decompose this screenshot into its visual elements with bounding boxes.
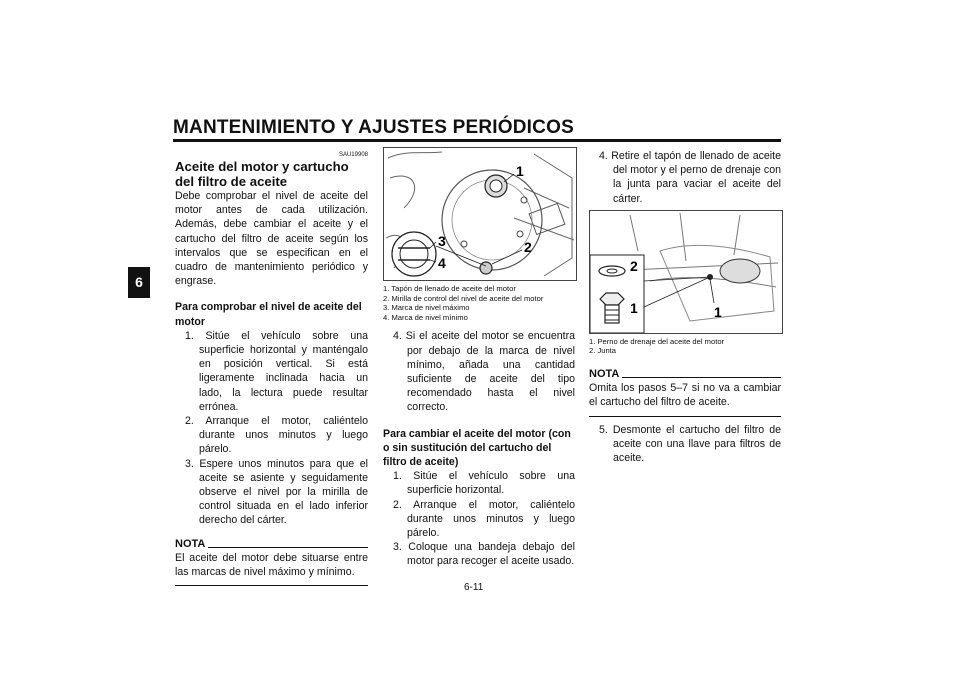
header-rule [173, 139, 781, 142]
figure-label-bolt-inset: 1 [630, 299, 638, 316]
page-number: 6-11 [464, 582, 484, 593]
figure-oil-level [383, 147, 577, 281]
change-step-1: 1. Sitúe el vehículo sobre una superficie horizontal. [393, 470, 575, 497]
step-2: 2. Arranque el motor, caliéntelo durante unos minutos y luego párelo. [185, 415, 368, 456]
drain-bolt-illustration [590, 211, 782, 333]
note-header [589, 367, 781, 381]
intro-paragraph: Debe comprobar el nivel de aceite del motor antes de cada utilización. Además, debe cambiar el aceite y el cartucho del filtro de aceite según los intervalos que se especifican en el cuadro de mantenimiento periódico y engrase. [175, 190, 368, 288]
subheading-change-oil: Para cambiar el aceite del motor (con o sin sustitución del cartucho del filtro de aceite) [383, 427, 571, 468]
caption-2: 2. Junta [589, 346, 617, 356]
figure-drain-bolt [589, 210, 783, 334]
note-rule [622, 377, 781, 378]
step-5-remove-filter: 5. Desmonte el cartucho del filtro de aceite con una llave para filtros de aceite. [599, 423, 781, 465]
caption-3: 3. Marca de nivel máximo [383, 303, 470, 313]
note-text: El aceite del motor debe situarse entre las marcas de nivel máximo y mínimo. [175, 551, 368, 579]
note-rule [208, 547, 368, 548]
note-text: Omita los pasos 5–7 si no va a cambiar el cartucho del filtro de aceite. [589, 382, 781, 409]
note-label: NOTA [175, 537, 206, 550]
column-1 [175, 151, 368, 586]
subheading-check-level: Para comprobar el nivel de aceite del motor [175, 301, 362, 328]
caption-4: 4. Marca de nivel mínimo [383, 312, 468, 322]
caption-1: 1. Perno de drenaje del aceite del motor [589, 336, 725, 346]
column-2 [383, 147, 575, 569]
caption-2: 2. Mirilla de control del nivel de aceite del motor [383, 293, 544, 303]
column-3 [589, 149, 781, 465]
section-code: SAU19908 [338, 152, 368, 158]
note-header [175, 537, 368, 551]
note-label: NOTA [589, 368, 620, 380]
section-title: Aceite del motor y cartucho del filtro de aceite [175, 159, 349, 189]
caption-1: 1. Tapón de llenado de aceite del motor [383, 284, 516, 293]
change-step-2: 2. Arranque el motor, caliéntelo durante unos minutos y luego párelo. [393, 498, 575, 540]
note-end-rule [175, 585, 368, 586]
figure-label-4: 4 [438, 255, 446, 271]
figure-label-2: 2 [524, 239, 532, 255]
step-4-add-oil: 4. Si el aceite del motor se encuentra por debajo de la marca de nivel mínimo, añada una cantidad suficiente de aceite del tipo recomendado hasta el nivel correcto. [393, 330, 575, 414]
step-1: 1. Sitúe el vehículo sobre una superficie horizontal y manténgalo en posición vertical. Si está ligeramente inclinada hacia un lado, la lectura puede resultar errónea. [185, 329, 368, 413]
figure-captions [383, 284, 575, 322]
figure-label-3: 3 [438, 233, 446, 249]
figure-label-gasket: 2 [630, 257, 638, 274]
change-step-3: 3. Coloque una bandeja debajo del motor para recoger el aceite usado. [393, 541, 575, 568]
page-header-title: MANTENIMIENTO Y AJUSTES PERIÓDICOS [173, 117, 574, 138]
step-4-drain: 4. Retire el tapón de llenado de aceite del motor y el perno de drenaje con la junta para vaciar el aceite del cárter. [599, 150, 781, 205]
figure-label-bolt: 1 [714, 303, 722, 320]
chapter-tab: 6 [128, 267, 150, 298]
note-end-rule [589, 416, 781, 417]
figure-label-1: 1 [516, 163, 524, 179]
engine-sight-glass-illustration [384, 148, 576, 280]
figure-captions [589, 337, 781, 356]
step-3: 3. Espere unos minutos para que el aceite se asiente y seguidamente observe el nivel por la mirilla de control situada en el lado inferior derecho del cárter. [185, 457, 368, 527]
